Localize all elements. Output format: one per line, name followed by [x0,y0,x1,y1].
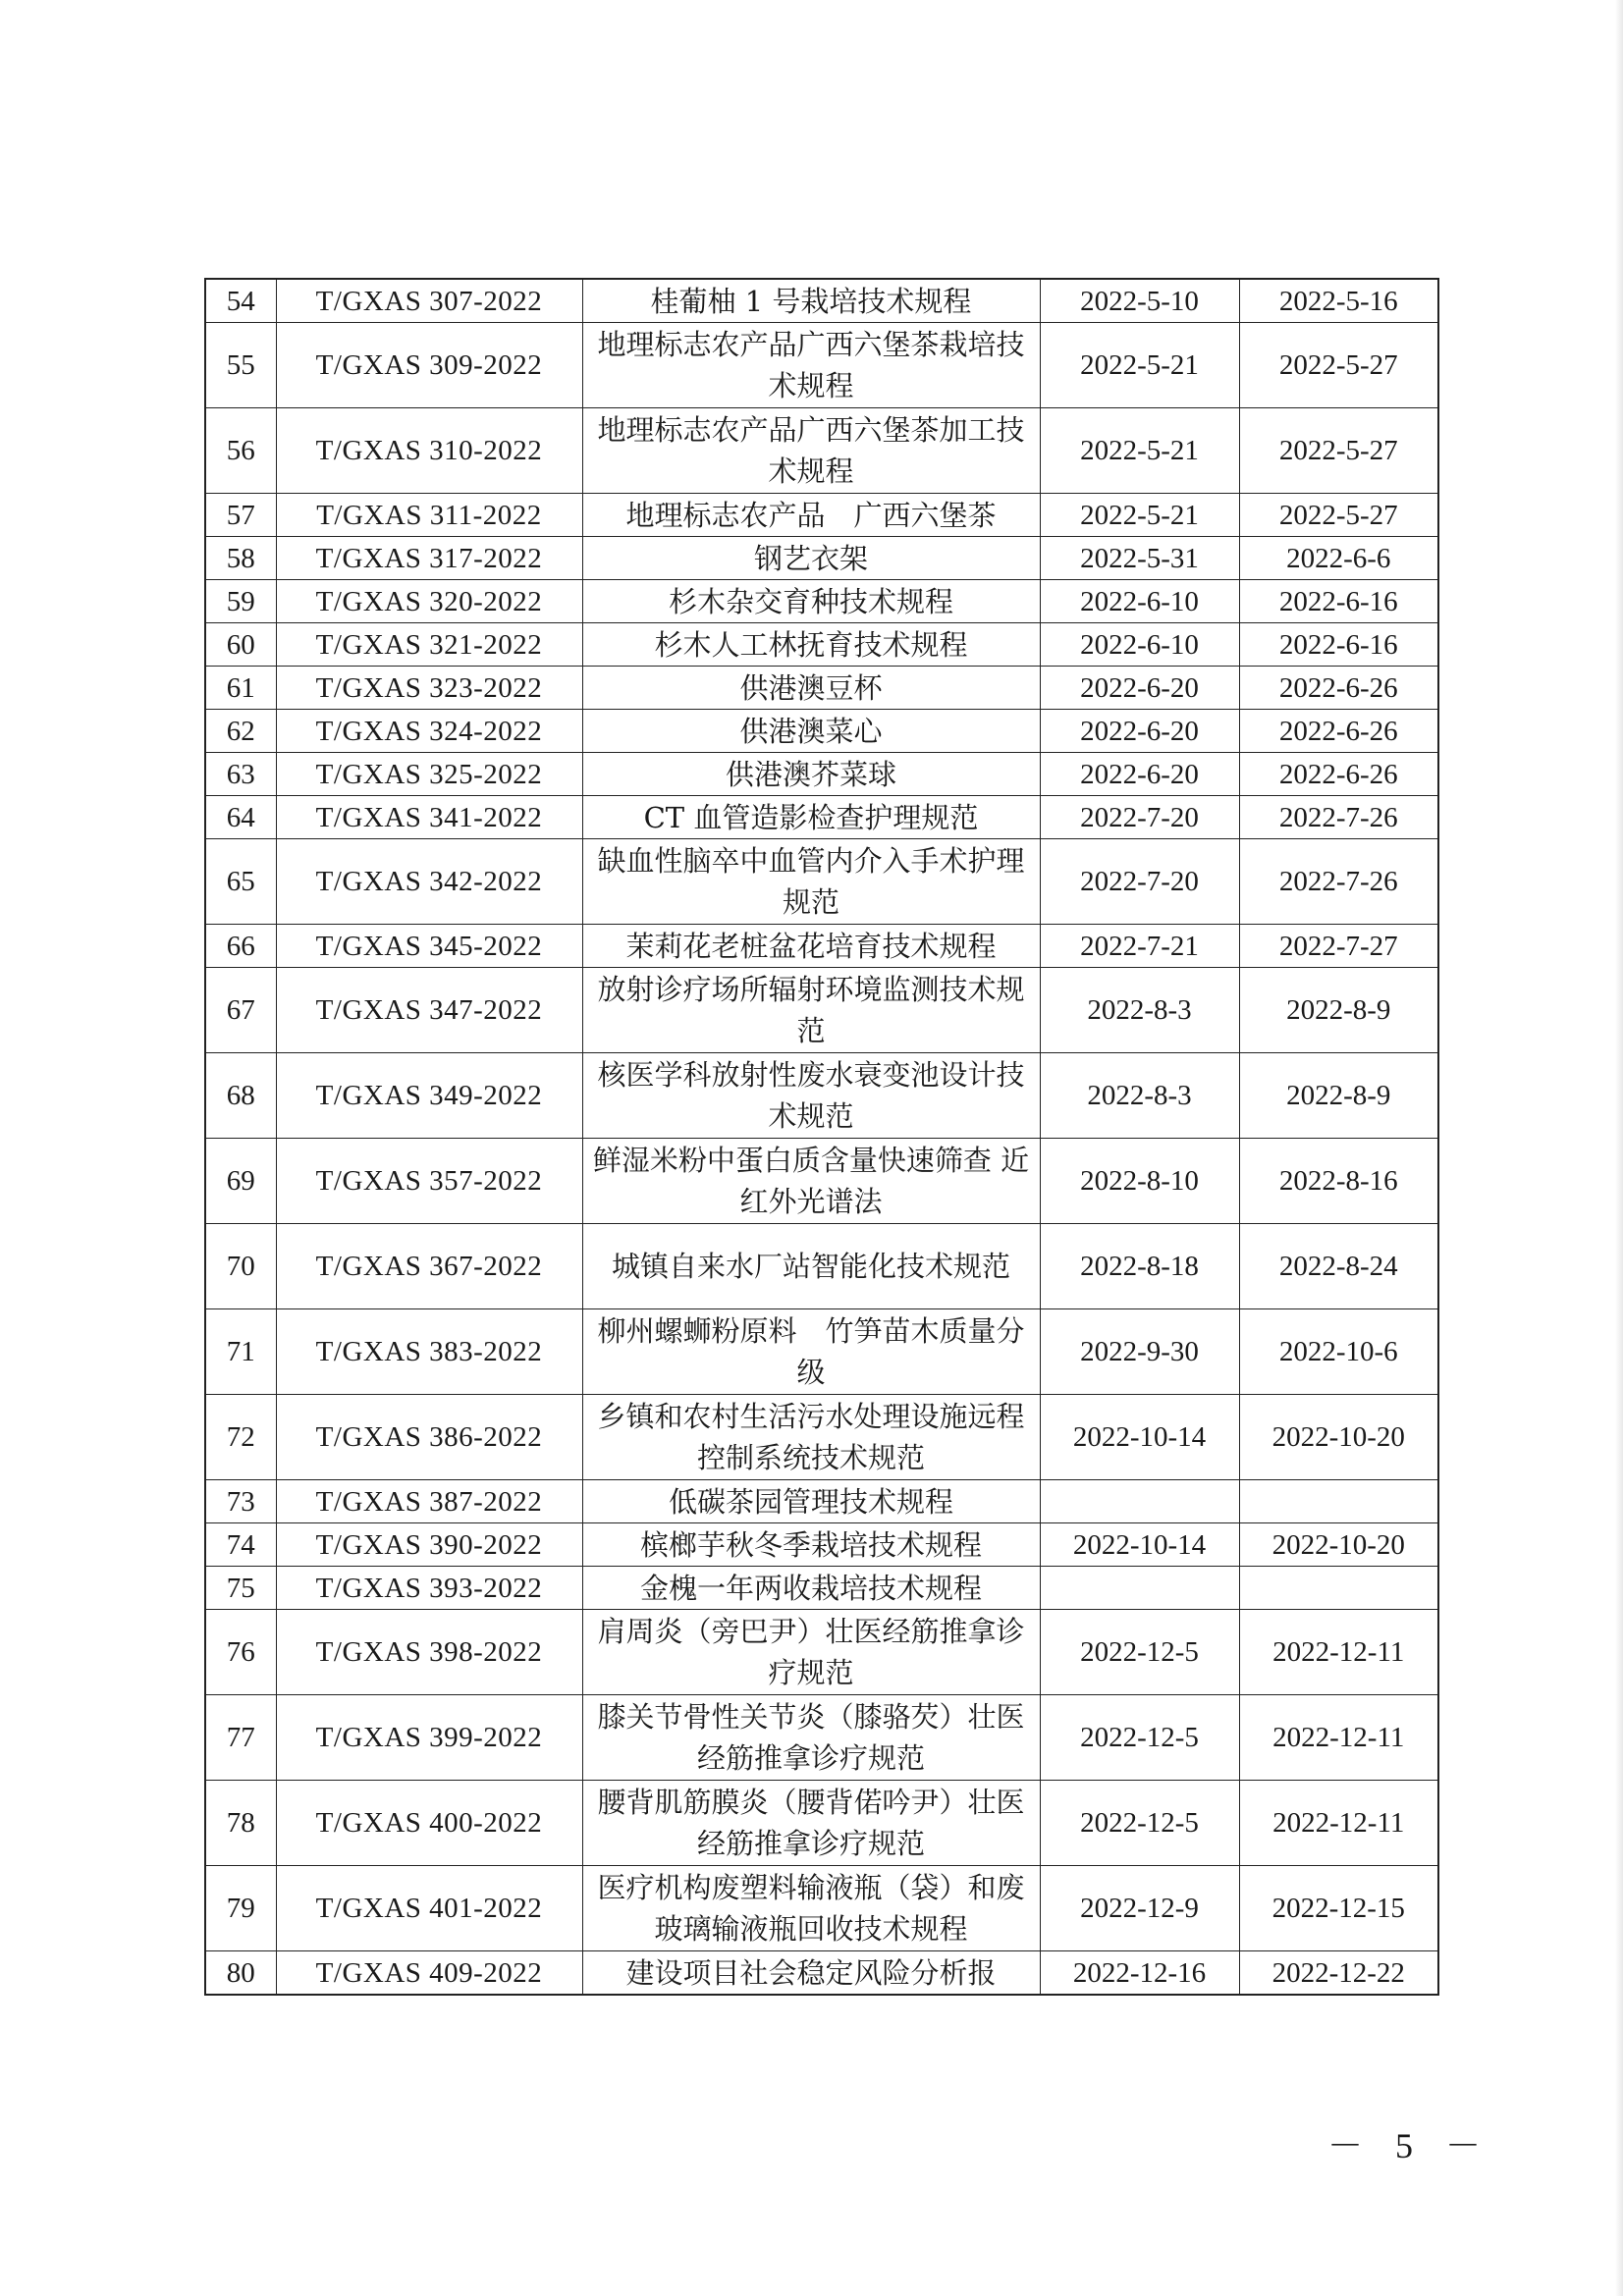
publish-date: 2022-6-20 [1040,710,1239,753]
publish-date [1040,1480,1239,1523]
row-number: 73 [205,1480,276,1523]
row-number: 78 [205,1781,276,1866]
standard-name: 医疗机构废塑料输液瓶（袋）和废玻璃输液瓶回收技术规程 [582,1866,1040,1951]
standard-name: 杉木杂交育种技术规程 [582,580,1040,623]
implement-date: 2022-6-26 [1239,753,1438,796]
implement-date: 2022-8-9 [1239,968,1438,1053]
implement-date: 2022-10-20 [1239,1395,1438,1480]
row-number: 69 [205,1139,276,1224]
implement-date: 2022-6-16 [1239,580,1438,623]
standard-name: 乡镇和农村生活污水处理设施远程控制系统技术规范 [582,1395,1040,1480]
table-row [205,323,1438,408]
implement-date: 2022-6-26 [1239,667,1438,710]
standard-name: 核医学科放射性废水衰变池设计技术规范 [582,1053,1040,1139]
table-row [205,1309,1438,1395]
implement-date: 2022-8-24 [1239,1224,1438,1309]
publish-date: 2022-5-31 [1040,537,1239,580]
standards-table-body [205,279,1438,1995]
standard-name: 供港澳菜心 [582,710,1040,753]
row-number: 71 [205,1309,276,1395]
table-row [205,1695,1438,1781]
implement-date: 2022-5-27 [1239,408,1438,494]
standard-code: T/GXAS 317-2022 [276,537,582,580]
table-row [205,1523,1438,1567]
row-number: 68 [205,1053,276,1139]
publish-date: 2022-5-21 [1040,494,1239,537]
standard-name: 杉木人工林抚育技术规程 [582,623,1040,667]
standard-code: T/GXAS 341-2022 [276,796,582,839]
row-number: 64 [205,796,276,839]
row-number: 58 [205,537,276,580]
publish-date: 2022-5-21 [1040,323,1239,408]
implement-date: 2022-12-22 [1239,1951,1438,1996]
table-row [205,1781,1438,1866]
standard-name: 金槐一年两收栽培技术规程 [582,1567,1040,1610]
standard-code: T/GXAS 409-2022 [276,1951,582,1996]
page-edge-shadow [1615,0,1623,2296]
standard-name: 低碳茶园管理技术规程 [582,1480,1040,1523]
standard-code: T/GXAS 400-2022 [276,1781,582,1866]
implement-date: 2022-12-15 [1239,1866,1438,1951]
publish-date: 2022-9-30 [1040,1309,1239,1395]
implement-date: 2022-12-11 [1239,1610,1438,1695]
table-row [205,1139,1438,1224]
standard-name: 钢艺衣架 [582,537,1040,580]
standard-code: T/GXAS 342-2022 [276,839,582,925]
publish-date: 2022-6-10 [1040,623,1239,667]
row-number: 61 [205,667,276,710]
standard-name: 茉莉花老桩盆花培育技术规程 [582,925,1040,968]
table-row [205,1866,1438,1951]
row-number: 76 [205,1610,276,1695]
publish-date: 2022-8-18 [1040,1224,1239,1309]
standard-code: T/GXAS 386-2022 [276,1395,582,1480]
table-row [205,925,1438,968]
standard-code: T/GXAS 398-2022 [276,1610,582,1695]
publish-date: 2022-12-5 [1040,1781,1239,1866]
implement-date: 2022-7-27 [1239,925,1438,968]
standard-code: T/GXAS 311-2022 [276,494,582,537]
implement-date: 2022-6-16 [1239,623,1438,667]
implement-date: 2022-5-27 [1239,323,1438,408]
standard-code: T/GXAS 309-2022 [276,323,582,408]
standard-name: CT 血管造影检查护理规范 [582,796,1040,839]
implement-date: 2022-5-16 [1239,279,1438,323]
row-number: 63 [205,753,276,796]
standard-name: 槟榔芋秋冬季栽培技术规程 [582,1523,1040,1567]
standard-name: 建设项目社会稳定风险分析报 [582,1951,1040,1996]
standard-name: 腰背肌筋膜炎（腰背偌吟尹）壮医经筋推拿诊疗规范 [582,1781,1040,1866]
standard-code: T/GXAS 399-2022 [276,1695,582,1781]
standard-code: T/GXAS 393-2022 [276,1567,582,1610]
row-number: 79 [205,1866,276,1951]
row-number: 77 [205,1695,276,1781]
standard-name: 供港澳芥菜球 [582,753,1040,796]
table-row [205,1224,1438,1309]
standard-name: 地理标志农产品广西六堡茶栽培技术规程 [582,323,1040,408]
publish-date [1040,1567,1239,1610]
standard-name: 桂葡柚 1 号栽培技术规程 [582,279,1040,323]
publish-date: 2022-7-20 [1040,796,1239,839]
standard-code: T/GXAS 357-2022 [276,1139,582,1224]
implement-date: 2022-10-20 [1239,1523,1438,1567]
table-row [205,494,1438,537]
standard-name: 供港澳豆杯 [582,667,1040,710]
publish-date: 2022-8-10 [1040,1139,1239,1224]
standard-code: T/GXAS 367-2022 [276,1224,582,1309]
row-number: 70 [205,1224,276,1309]
table-row [205,968,1438,1053]
standard-name: 鲜湿米粉中蛋白质含量快速筛查 近红外光谱法 [582,1139,1040,1224]
row-number: 75 [205,1567,276,1610]
standard-name: 放射诊疗场所辐射环境监测技术规范 [582,968,1040,1053]
table-row [205,279,1438,323]
row-number: 57 [205,494,276,537]
publish-date: 2022-8-3 [1040,968,1239,1053]
publish-date: 2022-12-5 [1040,1695,1239,1781]
row-number: 62 [205,710,276,753]
standard-code: T/GXAS 323-2022 [276,667,582,710]
standard-name: 膝关节骨性关节炎（膝骆芡）壮医经筋推拿诊疗规范 [582,1695,1040,1781]
standard-name: 缺血性脑卒中血管内介入手术护理规范 [582,839,1040,925]
standards-table [204,278,1439,1996]
row-number: 65 [205,839,276,925]
standard-code: T/GXAS 401-2022 [276,1866,582,1951]
table-row [205,667,1438,710]
publish-date: 2022-8-3 [1040,1053,1239,1139]
standard-code: T/GXAS 347-2022 [276,968,582,1053]
standard-code: T/GXAS 307-2022 [276,279,582,323]
publish-date: 2022-12-5 [1040,1610,1239,1695]
table-row [205,753,1438,796]
publish-date: 2022-5-21 [1040,408,1239,494]
standard-code: T/GXAS 383-2022 [276,1309,582,1395]
table-row [205,1053,1438,1139]
implement-date: 2022-8-16 [1239,1139,1438,1224]
standard-code: T/GXAS 321-2022 [276,623,582,667]
publish-date: 2022-12-9 [1040,1866,1239,1951]
publish-date: 2022-6-10 [1040,580,1239,623]
implement-date: 2022-12-11 [1239,1781,1438,1866]
standard-code: T/GXAS 320-2022 [276,580,582,623]
table-row [205,1480,1438,1523]
table-row [205,623,1438,667]
standard-name: 地理标志农产品 广西六堡茶 [582,494,1040,537]
publish-date: 2022-10-14 [1040,1523,1239,1567]
table-row [205,796,1438,839]
publish-date: 2022-10-14 [1040,1395,1239,1480]
implement-date [1239,1480,1438,1523]
implement-date: 2022-6-26 [1239,710,1438,753]
implement-date: 2022-8-9 [1239,1053,1438,1139]
row-number: 66 [205,925,276,968]
standard-code: T/GXAS 349-2022 [276,1053,582,1139]
implement-date: 2022-10-6 [1239,1309,1438,1395]
implement-date [1239,1567,1438,1610]
row-number: 59 [205,580,276,623]
publish-date: 2022-12-16 [1040,1951,1239,1996]
table-row [205,710,1438,753]
standard-code: T/GXAS 387-2022 [276,1480,582,1523]
row-number: 60 [205,623,276,667]
publish-date: 2022-6-20 [1040,667,1239,710]
row-number: 80 [205,1951,276,1996]
table-row [205,1567,1438,1610]
standard-name: 肩周炎（旁巴尹）壮医经筋推拿诊疗规范 [582,1610,1040,1695]
standard-code: T/GXAS 324-2022 [276,710,582,753]
publish-date: 2022-7-21 [1040,925,1239,968]
standard-name: 城镇自来水厂站智能化技术规范 [582,1224,1040,1309]
row-number: 54 [205,279,276,323]
table-row [205,1395,1438,1480]
page-number: － 5 － [1327,2126,1493,2165]
row-number: 56 [205,408,276,494]
implement-date: 2022-6-6 [1239,537,1438,580]
table-row [205,1610,1438,1695]
implement-date: 2022-12-11 [1239,1695,1438,1781]
implement-date: 2022-7-26 [1239,839,1438,925]
table-row [205,1951,1438,1996]
implement-date: 2022-5-27 [1239,494,1438,537]
table-row [205,537,1438,580]
standard-code: T/GXAS 325-2022 [276,753,582,796]
standard-name: 地理标志农产品广西六堡茶加工技术规程 [582,408,1040,494]
publish-date: 2022-6-20 [1040,753,1239,796]
table-row [205,839,1438,925]
table-row [205,580,1438,623]
row-number: 74 [205,1523,276,1567]
row-number: 55 [205,323,276,408]
standard-code: T/GXAS 345-2022 [276,925,582,968]
row-number: 67 [205,968,276,1053]
standard-code: T/GXAS 310-2022 [276,408,582,494]
row-number: 72 [205,1395,276,1480]
publish-date: 2022-7-20 [1040,839,1239,925]
standard-code: T/GXAS 390-2022 [276,1523,582,1567]
implement-date: 2022-7-26 [1239,796,1438,839]
table-row [205,408,1438,494]
standard-name: 柳州螺蛳粉原料 竹笋苗木质量分级 [582,1309,1040,1395]
publish-date: 2022-5-10 [1040,279,1239,323]
